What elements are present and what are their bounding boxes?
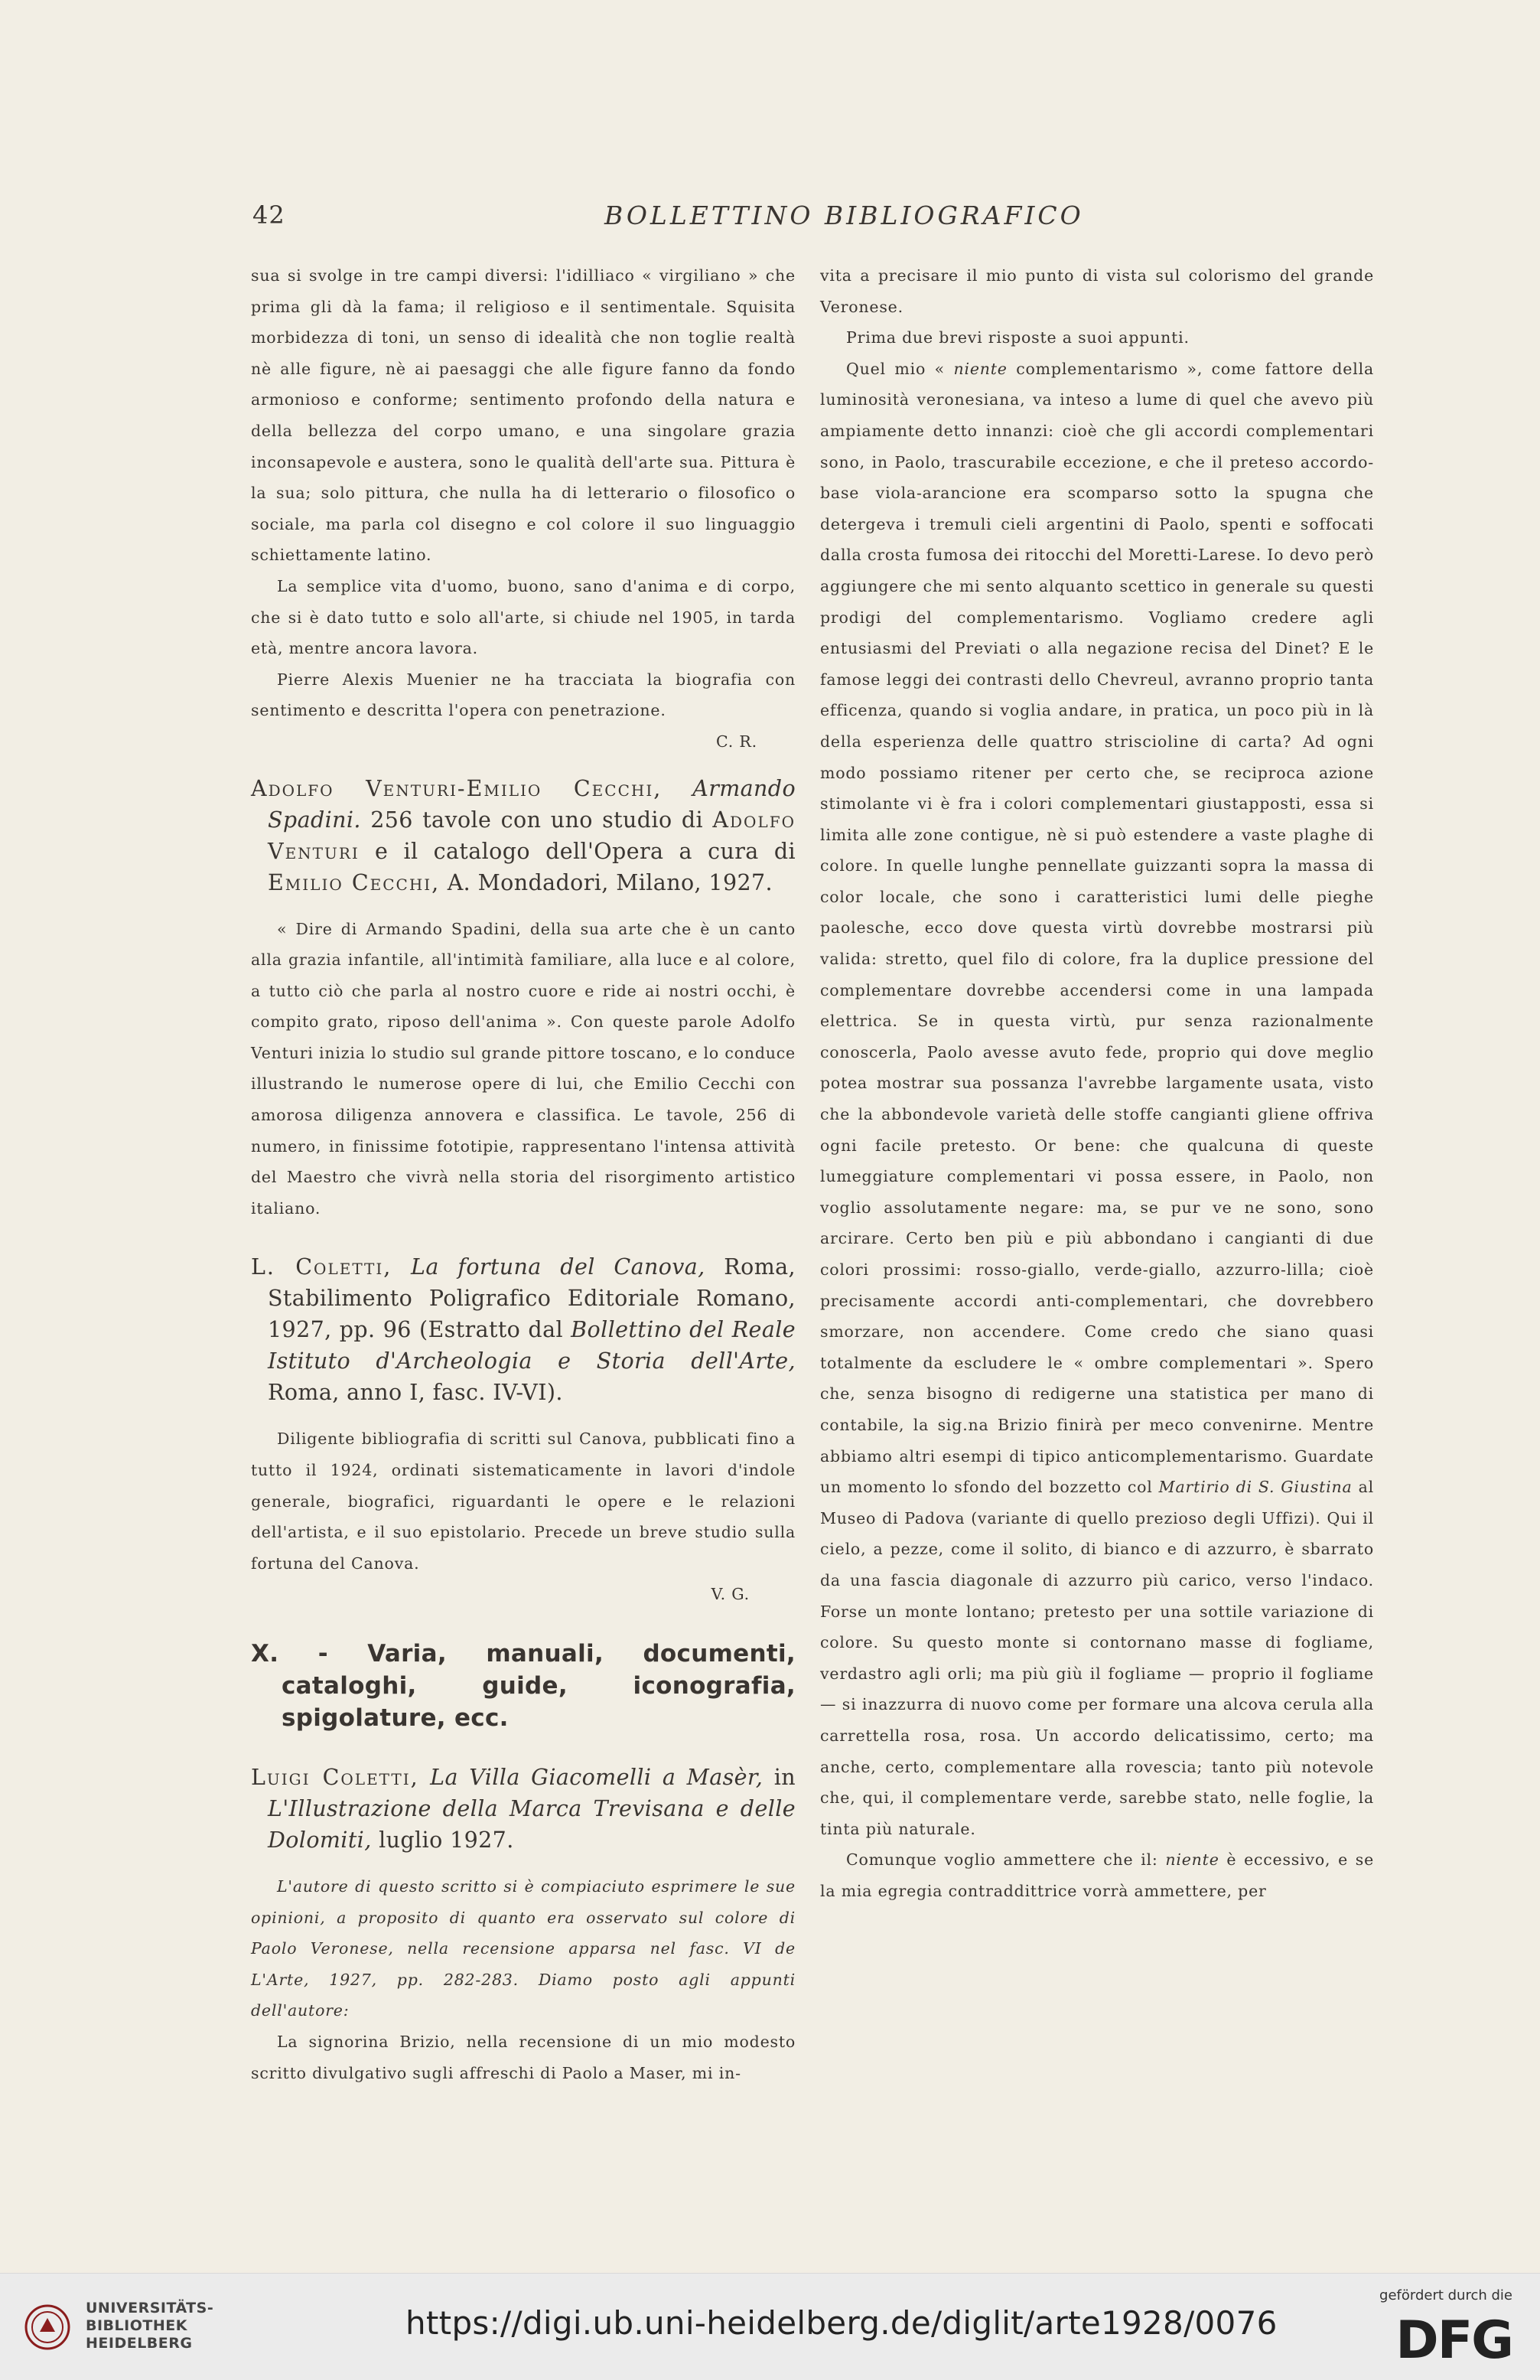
entry-text: A. Mondadori, Milano, 1927.: [447, 869, 773, 895]
bibliographic-entry: [251, 1251, 796, 1408]
entry-title: La fortuna del Canova,: [411, 1254, 705, 1280]
section-heading: X. - Varia, manuali, documenti, cataloghi, guide, iconografia, spigolature, ecc.: [251, 1640, 796, 1732]
text-run: è eccessivo, e se la mia egregia contraddittrice vorrà ammettere, per: [820, 1850, 1374, 1900]
text-run: complementarismo », come fattore della luminosità veronesiana, va inteso a lume di quel che avevo più ampiamente detto innanzi: cioè che gli accordi complementari sono, in Paolo, trascurabile eccezione, e che il preteso accordo-base viola-arancione era scomparso sotto la spugna che detergeva i tremuli cieli argentini di Paolo, spenti e soffocati dalla crosta fumosa dei ritocchi del Moretti-Larese. Io devo però aggiungere che mi sento alquanto scettico in generale su questi prodigi del complementarismo. Vogliamo credere agli entusiasmi del Previati o alla negazione recisa del Dinet? E le famose leggi dei contrasti dello Chevreul, avranno proprio tanta efficenza, quando si voglia andare, in pratica, un poco più in là della esperienza delle quattro striscioline di carta? Ad ogni modo possiamo ritener per certo che, se reciproca azione stimolante vi è fra i colori complementari giustapposti, essa si limita alle zone contigue, nè si può estendere a vaste plaghe di colore. In quelle lunghe pennellate guizzanti sopra la massa di color locale, che sono i caratteristici lumi delle pieghe paolesche, ecco dove questa virtù dovrebbe mostrarsi più valida: stretto, quel filo di colore, fra la duplice pressione del complementare dovrebbe accendersi come in una lampada elettrica. Se in questa virtù, pur senza razionalmente conoscerla, Paolo avesse avuto fede, proprio qui dove meglio potea mostrar sua possanza l'avrebbe largamente usata, visto che la abbondevole varietà delle stoffe cangianti gliene offriva ogni facile pretesto. Or bene: che qualcuna di queste lumeggiature complementari vi possa essere, in Paolo, non voglio assolutamente negare: ma, se pur ve ne sono, sono arcirare. Certo ben più e più abbondano i cangianti di due colori prossimi: rosso-giallo, verde-giallo, azzurro-lilla; cioè precisamente accordi anti-complementari, che dovrebbero smorzare, non accendere. Come credo che siano quasi totalmente da escludere le « ombre complementari ». Spero che, senza bisogno di redigerne una statistica per mano di contabile, la sig.na Brizio finirà per meco convenirne. Mentre abbiamo altri esempi di tipico anticomplementarismo. Guardate un momento lo sfondo del bozzetto col: [820, 359, 1374, 1497]
university-seal-icon: [24, 2304, 70, 2350]
paragraph: « Dire di Armando Spadini, della sua arte che è un canto alla grazia infantile, all'intimità familiare, alla luce e al colore, a tutto ciò che parla al nostro cuore e ride ai nostri occhi, è compito grato, riposo dell'anima ». Con queste parole Adolfo Venturi inizia lo studio sul grande pittore toscano, e lo conduce illustrando le numerose opere di lui, che Emilio Cecchi con amorosa diligenza annovera e classifica. Le tavole, 256 di numero, in finissime fototipie, rappresentano l'intensa attività del Maestro che vivrà nella storia del risorgimento artistico italiano.: [251, 919, 796, 1218]
entry-title: Armando Spadini.: [268, 775, 796, 833]
entry-text: Roma, anno I, fasc. IV-VI).: [268, 1380, 563, 1406]
reviewer-initials: V. G.: [711, 1585, 750, 1604]
paragraph: Prima due brevi risposte a suoi appunti.: [846, 328, 1190, 347]
entry-title: Bollettino del Reale Istituto d'Archeologia e Storia dell'Arte,: [268, 1317, 796, 1374]
bibliographic-entry: [251, 1762, 796, 1856]
funded-by-label: gefördert durch die: [1379, 2287, 1512, 2303]
reviewer-initials: C. R.: [716, 732, 757, 751]
viewer-footer: [0, 2273, 1540, 2380]
journal-title: BOLLETTINO BIBLIOGRAFICO: [604, 201, 1084, 230]
paragraph: La signorina Brizio, nella recensione di un mio modesto scritto divulgativo sugli affreschi di Paolo a Maser, mi in-: [251, 2032, 796, 2082]
paragraph: [820, 1844, 1374, 1906]
left-column: [251, 260, 796, 2088]
entry-author: L. Coletti,: [251, 1254, 392, 1280]
entry-text: Roma, Stabilimento Poligrafico Editoriale Romano, 1927, pp. 96 (Estratto dal: [268, 1254, 796, 1343]
page-number: 42: [252, 201, 285, 230]
paragraph: Pierre Alexis Muenier ne ha tracciata la biografia con sentimento e descritta l'opera con penetrazione.: [251, 670, 796, 720]
paragraph: Diligente bibliografia di scritti sul Canova, pubblicati fino a tutto il 1924, ordinati sistematicamente in lavori d'indole generale, biografici, riguardanti le opere e le relazioni dell'artista, e il suo epistolario. Precede un breve studio sulla fortuna del Canova.: [251, 1430, 796, 1573]
entry-author: Emilio Cecchi,: [268, 869, 441, 895]
dfg-logo: DFG: [1395, 2310, 1512, 2371]
paragraph: La semplice vita d'uomo, buono, sano d'anima e di corpo, che si è dato tutto e solo all'arte, si chiude nel 1905, in tarda età, mentre ancora lavora.: [251, 576, 796, 658]
entry-text: 256 tavole con uno studio di: [370, 807, 704, 833]
institution-name: UNIVERSITÄTS- BIBLIOTHEK HEIDELBERG: [86, 2300, 214, 2352]
paragraph: sua si svolge in tre campi diversi: l'idilliaco « virgiliano » che prima gli dà la fama; il religioso e il sentimentale. Squisita morbidezza di toni, un senso di idealità che non toglie realtà nè alle figure, nè ai paesaggi che alle figure fanno da fondo armonioso e conforme; sentimento profondo della natura e della bellezza del corpo umano, e una singolare grazia inconsapevole e austera, sono le qualità dell'arte sua. Pittura è la sua; solo pittura, che nulla ha di letterario o filosofico o sociale, ma parla col disegno e col colore il suo linguaggio schiettamente latino.: [251, 266, 796, 565]
entry-text: luglio 1927.: [379, 1827, 514, 1853]
text-run: Quel mio «: [846, 359, 945, 378]
text-run: Comunque voglio ammettere che il:: [846, 1850, 1158, 1870]
entry-author: Adolfo Venturi: [268, 807, 796, 864]
paragraph: [820, 354, 1374, 1845]
entry-title: L'Illustrazione della Marca Trevisana e delle Dolomiti,: [268, 1796, 796, 1853]
bibliographic-entry: [251, 773, 796, 898]
right-column: [820, 260, 1374, 1906]
italic-term: niente: [953, 359, 1008, 378]
entry-author: Luigi Coletti,: [251, 1765, 419, 1790]
editorial-note: L'autore di questo scritto si è compiaciuto esprimere le sue opinioni, a proposito di quanto era osservato sul colore di Paolo Veronese, nella recensione apparsa nel fasc. VI de L'Arte, 1927, pp. 282-283. Diamo posto agli appunti dell'autore:: [251, 1877, 796, 2020]
running-head: [252, 201, 1400, 239]
entry-author: Adolfo Venturi-Emilio Cecchi,: [251, 775, 663, 801]
paragraph: vita a precisare il mio punto di vista sul colorismo del grande Veronese.: [820, 266, 1374, 316]
permalink-url[interactable]: https://digi.ub.uni-heidelberg.de/diglit/arte1928/0076: [405, 2304, 1278, 2342]
text-run: al Museo di Padova (variante di quello prezioso degli Uffizi). Qui il cielo, a pezze, come il solito, di bianco e di azzurro, è sbarrato da una fascia diagonale di azzurro più carico, verso l'indaco. Forse un monte lontano; pretesto per una sottile variazione di colore. Su questo monte si contornano masse di fogliame, verdastro agli orli; ma più giù il fogliame — proprio il fogliame — si inazzurra di nuovo come per formare una alcova cerula alla carrettella rosa, rosa. Un accordo delicatissimo, certo; ma anche, certo, complementare alla rovescia; tanto più notevole che, qui, il complementare verde, sarebbe stato, nelle foglie, la tinta più naturale.: [820, 1478, 1374, 1838]
entry-title: La Villa Giacomelli a Masèr,: [430, 1765, 763, 1790]
entry-text: e il catalogo dell'Opera a cura di: [375, 838, 796, 864]
italic-title: Martirio di S. Giustina: [1158, 1478, 1353, 1497]
entry-text: in: [773, 1765, 796, 1790]
italic-term: niente: [1165, 1850, 1219, 1870]
